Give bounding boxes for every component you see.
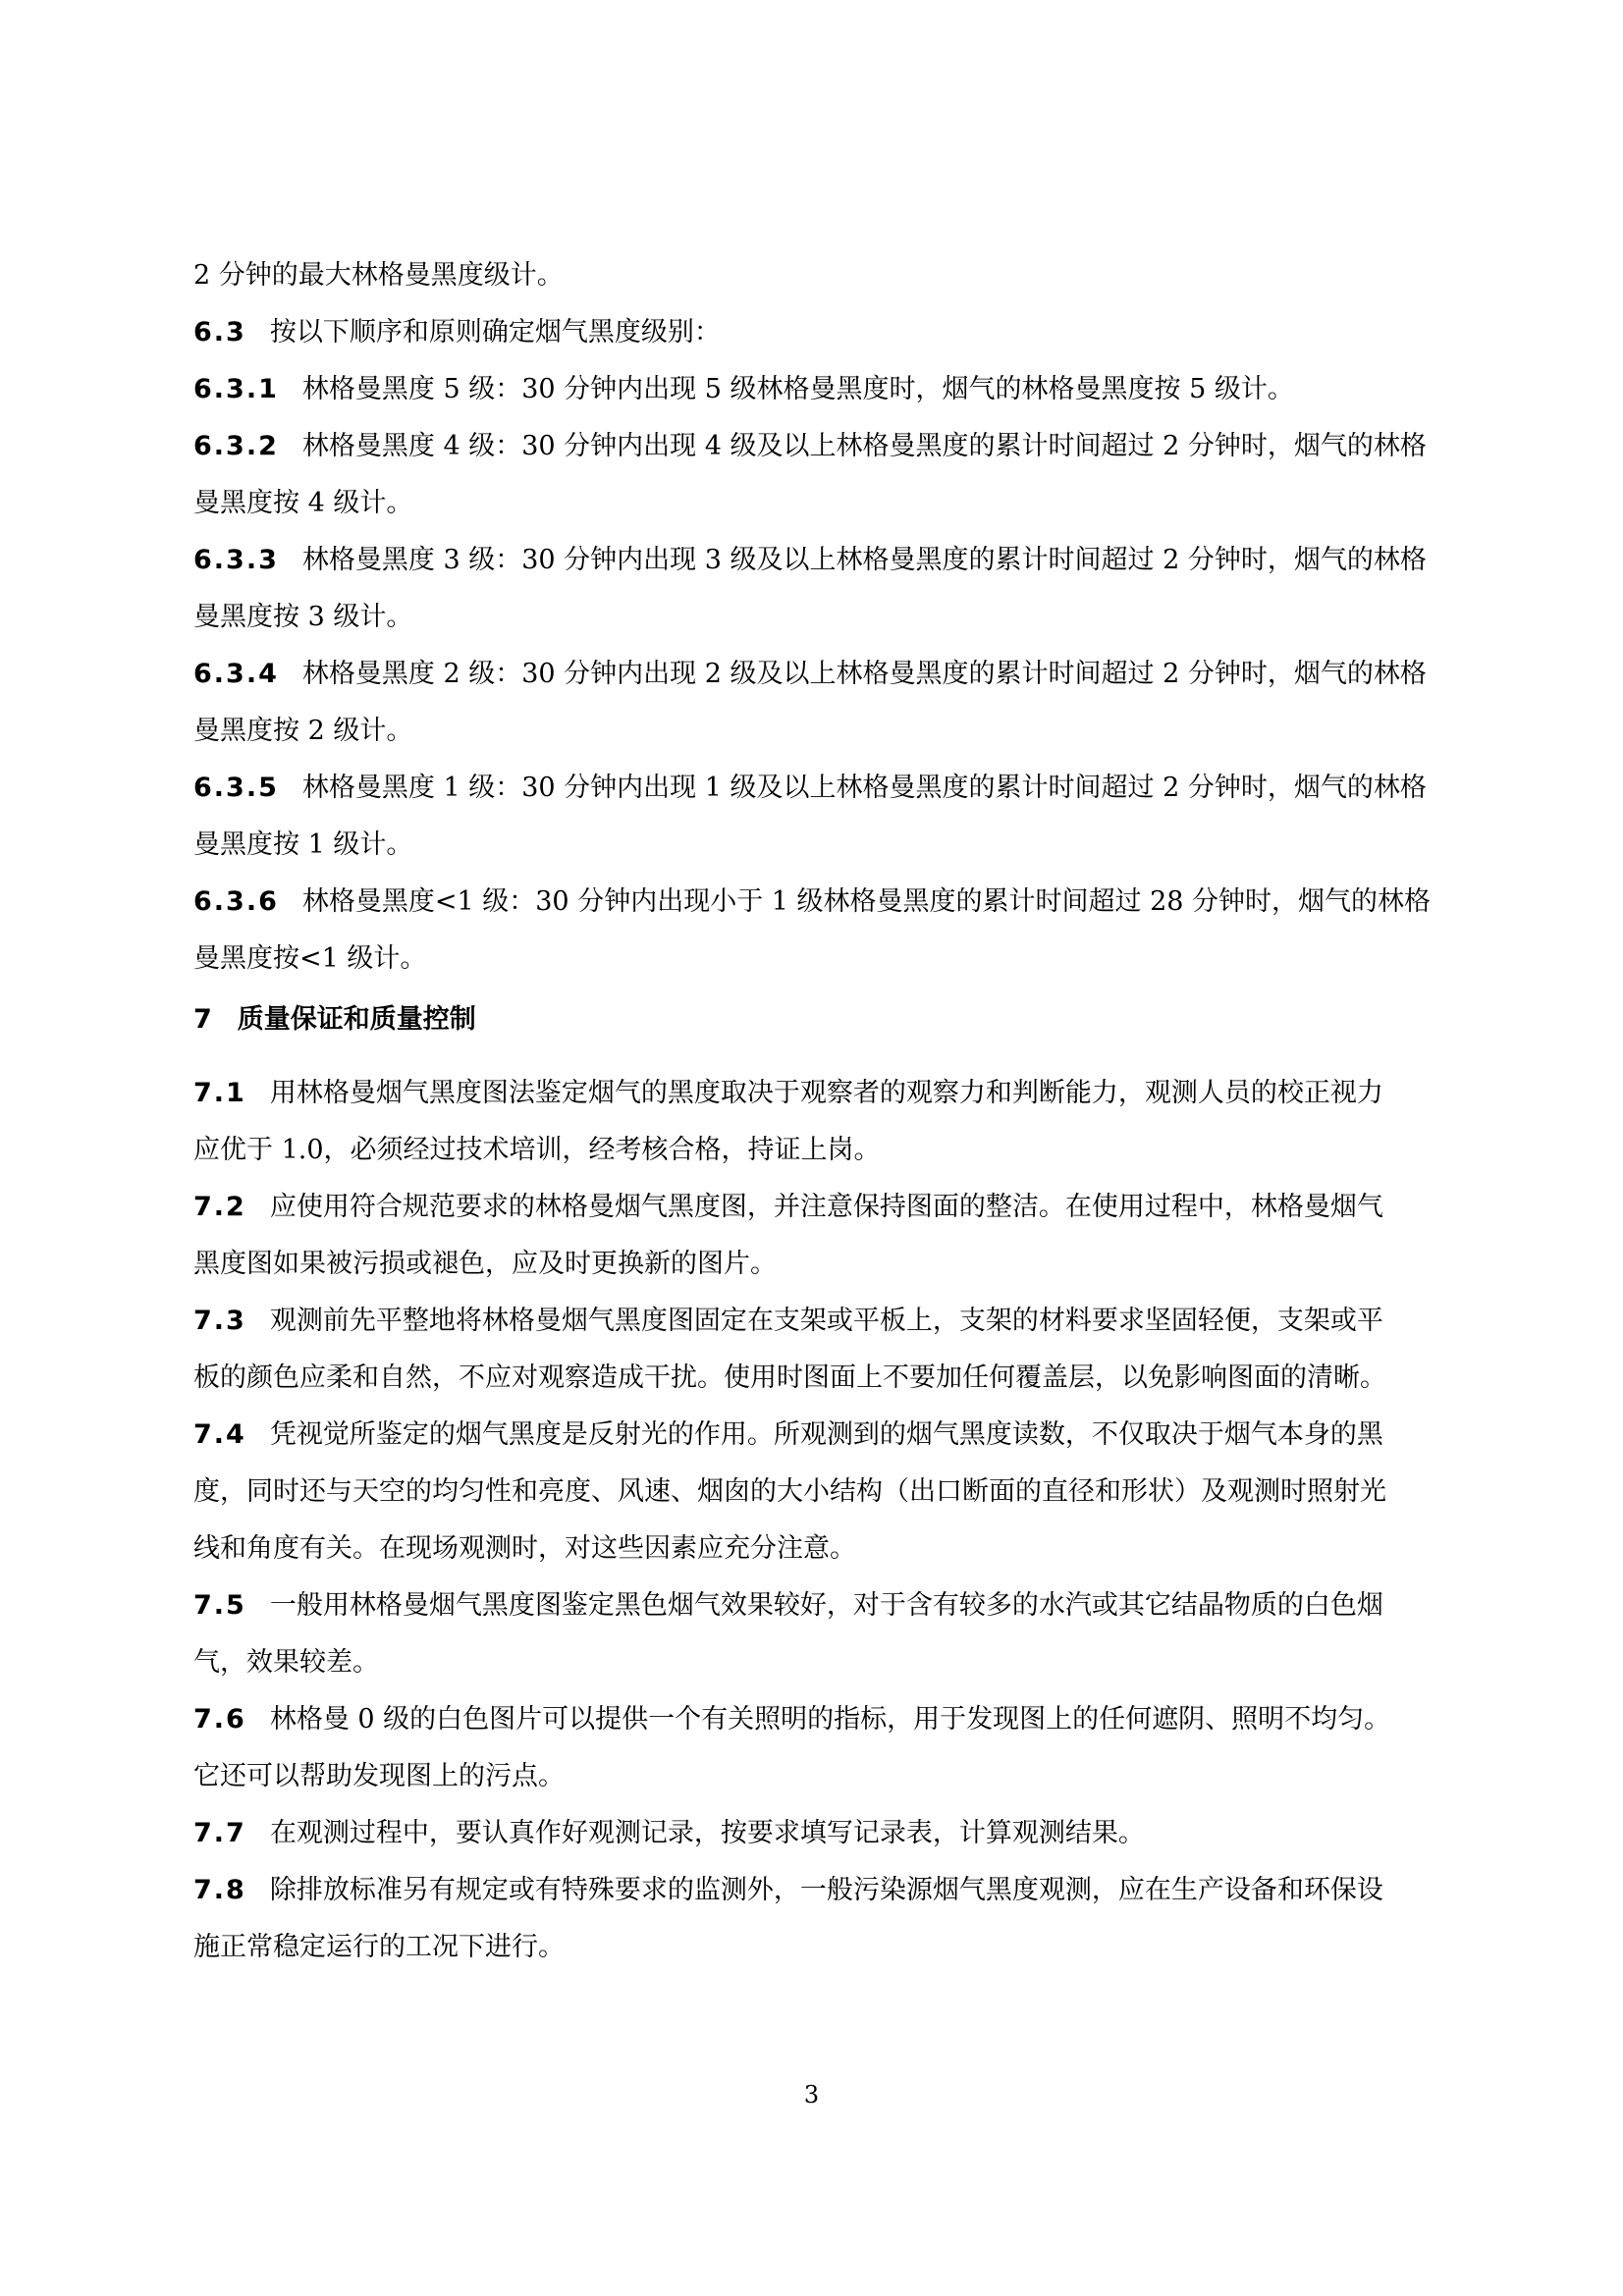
paragraph-text-continued: 曼黑度按 4 级计。 bbox=[193, 488, 413, 518]
clause-number: 7.2 bbox=[193, 1192, 246, 1222]
section-7-block bbox=[193, 1065, 1460, 1976]
clause-number: 6.3.5 bbox=[193, 773, 279, 803]
paragraph-text: 在观测过程中，要认真作好观测记录，按要求填写记录表，计算观测结果。 bbox=[269, 1818, 1145, 1848]
paragraph-text: 2 分钟的最大林格曼黑度级计。 bbox=[193, 260, 564, 291]
page-number: 3 bbox=[803, 2081, 820, 2109]
paragraph-6-3-6 bbox=[193, 874, 1460, 988]
paragraph-text: 林格曼 0 级的白色图片可以提供一个有关照明的指标，用于发现图上的任何遮阴、照明不均匀。 bbox=[269, 1704, 1391, 1735]
paragraph-6-3-4 bbox=[193, 646, 1460, 760]
paragraph-text-continued: 气，效果较差。 bbox=[193, 1647, 379, 1678]
section-number: 7 bbox=[193, 1004, 212, 1035]
paragraph-6-3-5 bbox=[193, 760, 1460, 874]
paragraph-7-7 bbox=[193, 1805, 1460, 1862]
paragraph-7-5 bbox=[193, 1577, 1460, 1691]
section-7-heading bbox=[193, 991, 476, 1048]
paragraph-7-1 bbox=[193, 1065, 1460, 1179]
clause-number: 7.7 bbox=[193, 1818, 246, 1848]
clause-number: 7.5 bbox=[193, 1590, 246, 1621]
clause-number: 6.3.1 bbox=[193, 374, 279, 404]
paragraph-7-3 bbox=[193, 1293, 1460, 1407]
paragraph-text: 凭视觉所鉴定的烟气黑度是反射光的作用。所观测到的烟气黑度读数，不仅取决于烟气本身的黑 bbox=[269, 1419, 1383, 1450]
clause-number: 6.3.3 bbox=[193, 545, 279, 575]
section-title: 质量保证和质量控制 bbox=[237, 1004, 476, 1035]
paragraph-text: 林格曼黑度 2 级：30 分钟内出现 2 级及以上林格曼黑度的累计时间超过 2 分钟时，烟气的林格 bbox=[301, 659, 1427, 689]
clause-number: 7.1 bbox=[193, 1078, 246, 1108]
clause-number: 7.4 bbox=[193, 1419, 246, 1450]
paragraph-text-continued: 曼黑度按<1 级计。 bbox=[193, 943, 427, 974]
clause-number: 6.3.6 bbox=[193, 886, 279, 917]
paragraph-text: 林格曼黑度<1 级：30 分钟内出现小于 1 级林格曼黑度的累计时间超过 28 分钟时，烟气的林格 bbox=[301, 886, 1432, 917]
paragraph-7-8 bbox=[193, 1862, 1460, 1976]
paragraph-7-2 bbox=[193, 1179, 1460, 1293]
paragraph-text-continued: 施正常稳定运行的工况下进行。 bbox=[193, 1932, 565, 1962]
paragraph-text: 除排放标准另有规定或有特殊要求的监测外，一般污染源烟气黑度观测，应在生产设备和环保设 bbox=[269, 1875, 1383, 1905]
paragraph-text: 林格曼黑度 3 级：30 分钟内出现 3 级及以上林格曼黑度的累计时间超过 2 分钟时，烟气的林格 bbox=[301, 545, 1427, 575]
paragraph-7-4 bbox=[193, 1407, 1460, 1577]
paragraph-text: 按以下顺序和原则确定烟气黑度级别： bbox=[269, 317, 721, 347]
paragraph-text: 用林格曼烟气黑度图法鉴定烟气的黑度取决于观察者的观察力和判断能力，观测人员的校正视力 bbox=[269, 1078, 1383, 1108]
paragraph-text-continued: 应优于 1.0，必须经过技术培训，经考核合格，持证上岗。 bbox=[193, 1135, 881, 1165]
paragraph-6-3-2 bbox=[193, 418, 1460, 532]
paragraph-text-continued: 曼黑度按 1 级计。 bbox=[193, 829, 413, 860]
clause-number: 6.3.4 bbox=[193, 659, 279, 689]
section-6-3-block bbox=[193, 247, 1460, 988]
paragraph-text: 林格曼黑度 5 级：30 分钟内出现 5 级林格曼黑度时，烟气的林格曼黑度按 5 级计。 bbox=[301, 374, 1294, 404]
paragraph-text: 林格曼黑度 4 级：30 分钟内出现 4 级及以上林格曼黑度的累计时间超过 2 分钟时，烟气的林格 bbox=[301, 431, 1427, 461]
paragraph-text-continued: 线和角度有关。在现场观测时，对这些因素应充分注意。 bbox=[193, 1533, 856, 1564]
paragraph-text: 应使用符合规范要求的林格曼烟气黑度图，并注意保持图面的整洁。在使用过程中，林格曼烟气 bbox=[269, 1192, 1383, 1222]
paragraph-text: 观测前先平整地将林格曼烟气黑度图固定在支架或平板上，支架的材料要求坚固轻便，支架或平 bbox=[269, 1306, 1383, 1336]
clause-number: 6.3.2 bbox=[193, 431, 279, 461]
paragraph-text: 林格曼黑度 1 级：30 分钟内出现 1 级及以上林格曼黑度的累计时间超过 2 分钟时，烟气的林格 bbox=[301, 773, 1427, 803]
paragraph-text-continued: 它还可以帮助发现图上的污点。 bbox=[193, 1761, 565, 1791]
clause-number: 7.8 bbox=[193, 1875, 246, 1905]
paragraph-text-continued: 曼黑度按 3 级计。 bbox=[193, 602, 413, 632]
paragraph-7-6 bbox=[193, 1691, 1460, 1805]
paragraph-text-continued: 曼黑度按 2 级计。 bbox=[193, 716, 413, 746]
clause-number: 7.6 bbox=[193, 1704, 246, 1735]
paragraph-text-continued: 板的颜色应柔和自然，不应对观察造成干扰。使用时图面上不要加任何覆盖层，以免影响图面的清晰。 bbox=[193, 1362, 1386, 1393]
paragraph-6-3-3 bbox=[193, 532, 1460, 646]
paragraph-6-3-1 bbox=[193, 361, 1460, 418]
paragraph-text-continued: 黑度图如果被污损或褪色，应及时更换新的图片。 bbox=[193, 1249, 777, 1279]
paragraph-6-2-continuation bbox=[193, 247, 1460, 304]
paragraph-text: 一般用林格曼烟气黑度图鉴定黑色烟气效果较好，对于含有较多的水汽或其它结晶物质的白色烟 bbox=[269, 1590, 1383, 1621]
clause-number: 7.3 bbox=[193, 1306, 246, 1336]
paragraph-text-continued: 度，同时还与天空的均匀性和亮度、风速、烟囱的大小结构（出口断面的直径和形状）及观测时照射光 bbox=[193, 1476, 1386, 1507]
clause-number: 6.3 bbox=[193, 317, 246, 347]
paragraph-6-3 bbox=[193, 304, 1460, 361]
